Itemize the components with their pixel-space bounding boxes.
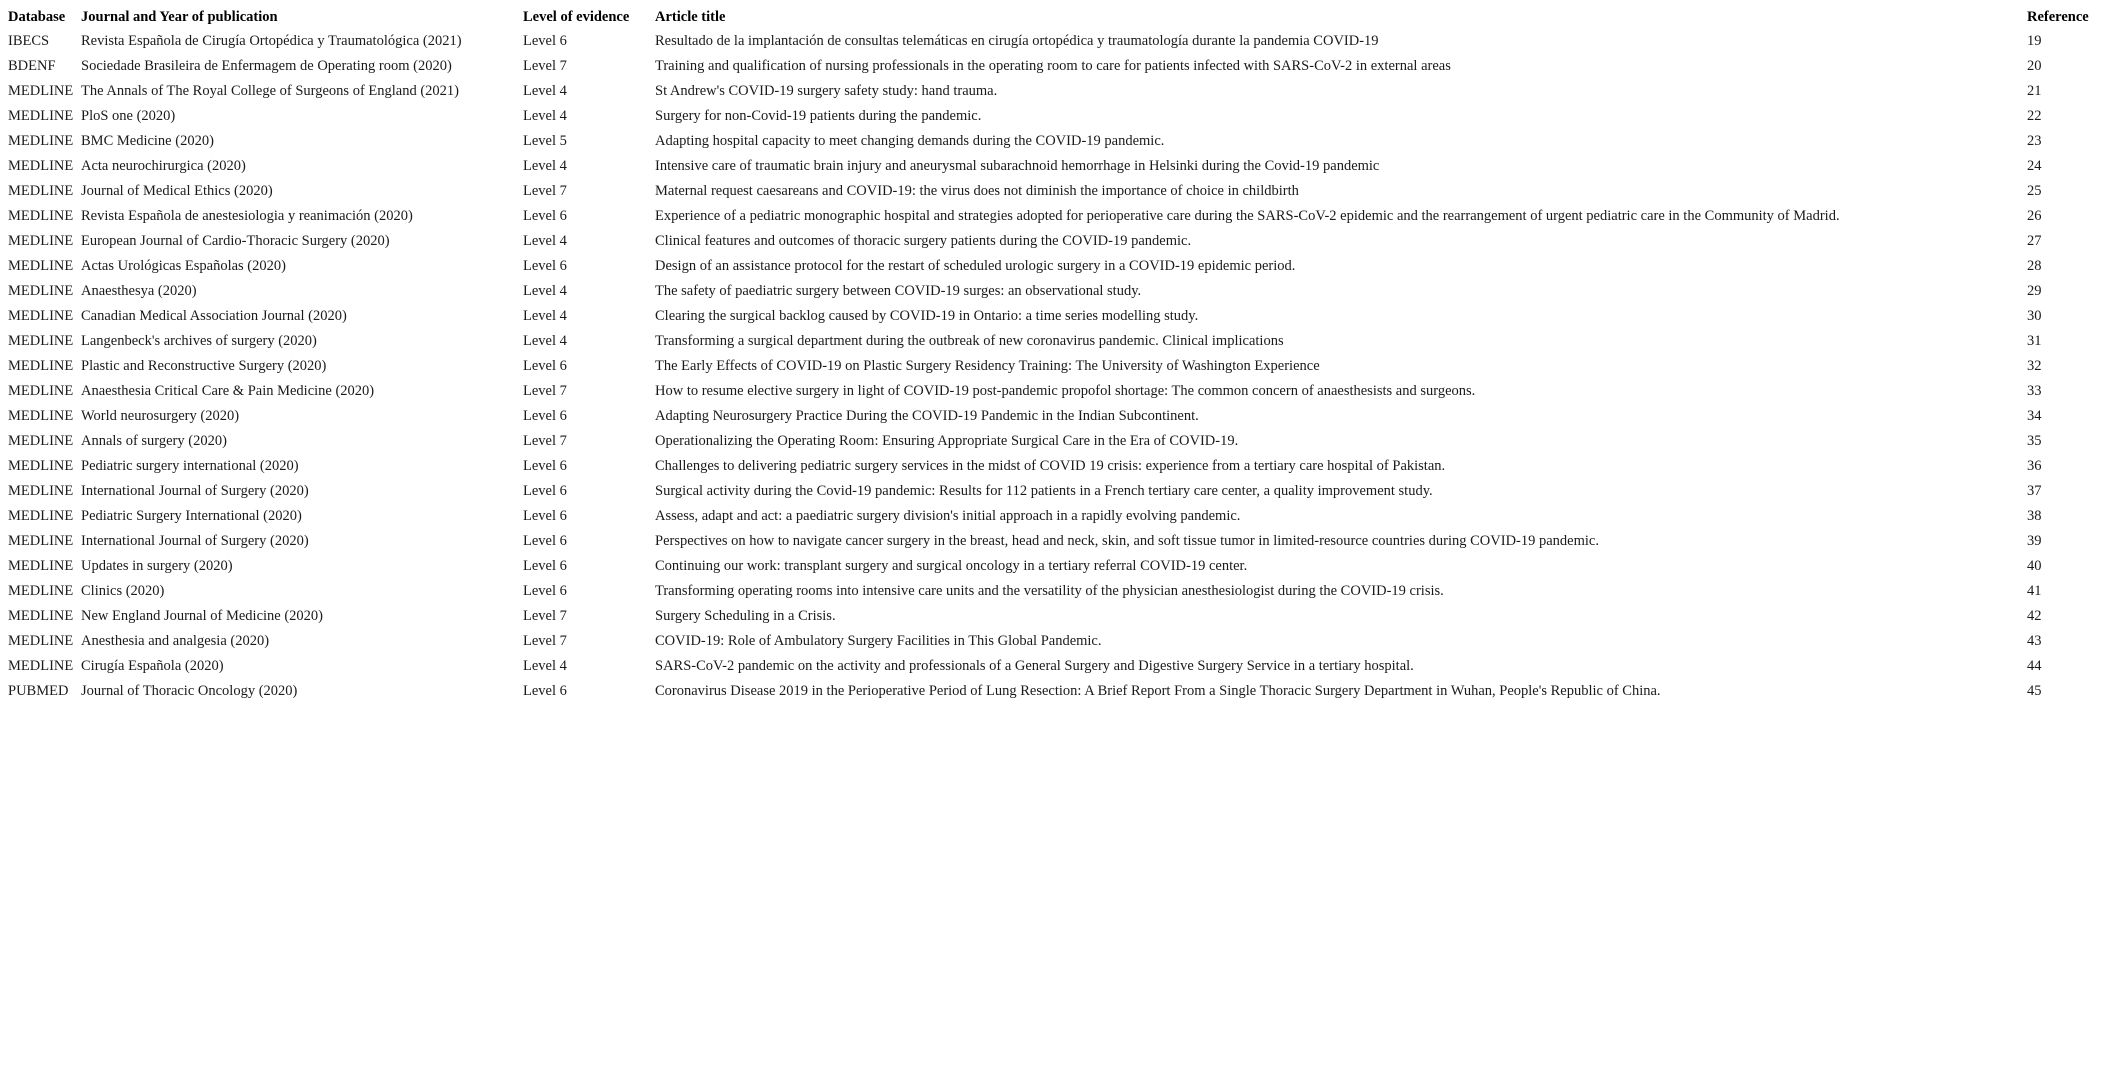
cell-database: BDENF [8, 58, 56, 74]
cell-reference: 24 [2027, 158, 2042, 174]
cell-reference: 29 [2027, 283, 2042, 299]
table-row [5, 379, 2100, 404]
cell-article-title: SARS-CoV-2 pandemic on the activity and professionals of a General Surgery and Digestive Surgery Service in a tertiary hospital. [655, 658, 1414, 674]
cell-journal: Anaesthesya (2020) [81, 283, 197, 299]
cell-reference: 43 [2027, 633, 2042, 649]
cell-level: Level 4 [523, 658, 567, 674]
cell-reference: 20 [2027, 58, 2042, 74]
table-row [5, 604, 2100, 629]
table-row [5, 29, 2100, 54]
cell-reference: 34 [2027, 408, 2042, 424]
table-row [5, 104, 2100, 129]
cell-article-title: The Early Effects of COVID-19 on Plastic Surgery Residency Training: The University of Washington Experience [655, 358, 1320, 374]
cell-reference: 33 [2027, 383, 2042, 399]
table-row [5, 279, 2100, 304]
table-row [5, 129, 2100, 154]
cell-journal: Plastic and Reconstructive Surgery (2020) [81, 358, 327, 374]
cell-article-title: How to resume elective surgery in light of COVID-19 post-pandemic propofol shortage: The common concern of anaesthesists and surgeons. [655, 383, 1476, 399]
cell-reference: 36 [2027, 458, 2042, 474]
header-database: Database [8, 9, 66, 25]
table-row [5, 354, 2100, 379]
cell-article-title: Maternal request caesareans and COVID-19: the virus does not diminish the importance of choice in childbirth [655, 183, 1299, 199]
cell-level: Level 6 [523, 358, 567, 374]
cell-article-title: Clearing the surgical backlog caused by COVID-19 in Ontario: a time series modelling study. [655, 308, 1199, 324]
header-reference: Reference [2027, 9, 2089, 25]
header-journal: Journal and Year of publication [81, 9, 278, 25]
cell-database: MEDLINE [8, 608, 74, 624]
cell-journal: Updates in surgery (2020) [81, 558, 233, 574]
cell-level: Level 6 [523, 208, 567, 224]
cell-database: MEDLINE [8, 208, 74, 224]
table-row [5, 554, 2100, 579]
cell-article-title: Experience of a pediatric monographic hospital and strategies adopted for perioperative care during the SARS-CoV-2 epidemic and the rearrangement of urgent pediatric care in the Community of Madrid. [655, 208, 1840, 224]
cell-journal: European Journal of Cardio-Thoracic Surgery (2020) [81, 233, 390, 249]
cell-reference: 31 [2027, 333, 2042, 349]
cell-database: MEDLINE [8, 133, 74, 149]
cell-reference: 25 [2027, 183, 2042, 199]
cell-level: Level 6 [523, 408, 567, 424]
cell-article-title: Assess, adapt and act: a paediatric surgery division's initial approach in a rapidly evolving pandemic. [655, 508, 1241, 524]
cell-level: Level 6 [523, 683, 567, 699]
cell-level: Level 5 [523, 133, 567, 149]
table-row [5, 504, 2100, 529]
cell-level: Level 6 [523, 508, 567, 524]
cell-level: Level 6 [523, 458, 567, 474]
cell-journal: Clinics (2020) [81, 583, 165, 599]
cell-reference: 32 [2027, 358, 2042, 374]
table-row [5, 654, 2100, 679]
cell-article-title: The safety of paediatric surgery between COVID-19 surges: an observational study. [655, 283, 1142, 299]
table-row [5, 529, 2100, 554]
cell-journal: Revista Española de anestesiologia y reanimación (2020) [81, 208, 413, 224]
cell-journal: Anesthesia and analgesia (2020) [81, 633, 270, 649]
cell-article-title: Transforming a surgical department during the outbreak of new coronavirus pandemic. Clinical implications [655, 333, 1284, 349]
cell-journal: World neurosurgery (2020) [81, 408, 240, 424]
cell-reference: 37 [2027, 483, 2042, 499]
cell-database: MEDLINE [8, 258, 74, 274]
cell-reference: 30 [2027, 308, 2042, 324]
table-row [5, 579, 2100, 604]
table-row [5, 429, 2100, 454]
cell-article-title: Surgery for non-Covid-19 patients during the pandemic. [655, 108, 982, 124]
cell-article-title: Resultado de la implantación de consultas telemáticas en cirugía ortopédica y traumatología durante la pandemia COVID-19 [655, 33, 1379, 49]
cell-database: MEDLINE [8, 558, 74, 574]
cell-journal: Canadian Medical Association Journal (2020) [81, 308, 347, 324]
cell-reference: 40 [2027, 558, 2042, 574]
cell-database: MEDLINE [8, 583, 74, 599]
cell-article-title: Continuing our work: transplant surgery and surgical oncology in a tertiary referral COVID-19 center. [655, 558, 1248, 574]
cell-reference: 27 [2027, 233, 2042, 249]
cell-journal: International Journal of Surgery (2020) [81, 533, 309, 549]
table-row [5, 229, 2100, 254]
cell-journal: Acta neurochirurgica (2020) [81, 158, 246, 174]
cell-article-title: Clinical features and outcomes of thoracic surgery patients during the COVID-19 pandemic. [655, 233, 1192, 249]
table-row [5, 629, 2100, 654]
cell-journal: The Annals of The Royal College of Surgeons of England (2021) [81, 83, 460, 99]
cell-database: MEDLINE [8, 233, 74, 249]
cell-reference: 35 [2027, 433, 2042, 449]
cell-reference: 23 [2027, 133, 2042, 149]
studies-table [5, 5, 2100, 704]
cell-level: Level 7 [523, 383, 567, 399]
table-row [5, 79, 2100, 104]
cell-journal: Pediatric surgery international (2020) [81, 458, 299, 474]
cell-database: MEDLINE [8, 633, 74, 649]
cell-level: Level 7 [523, 608, 567, 624]
table-body [5, 29, 2100, 704]
cell-database: MEDLINE [8, 508, 74, 524]
cell-database: MEDLINE [8, 358, 74, 374]
table-row [5, 404, 2100, 429]
table-row [5, 679, 2100, 704]
cell-reference: 44 [2027, 658, 2042, 674]
cell-reference: 19 [2027, 33, 2042, 49]
cell-journal: Cirugía Española (2020) [81, 658, 224, 674]
cell-journal: Revista Española de Cirugía Ortopédica y Traumatológica (2021) [81, 33, 462, 49]
cell-article-title: Perspectives on how to navigate cancer surgery in the breast, head and neck, skin, and soft tissue tumor in limited-resource countries during COVID-19 pandemic. [655, 533, 1599, 549]
table-row [5, 154, 2100, 179]
cell-journal: PloS one (2020) [81, 108, 176, 124]
cell-journal: Pediatric Surgery International (2020) [81, 508, 302, 524]
header-article-title: Article title [655, 9, 726, 25]
cell-level: Level 4 [523, 283, 567, 299]
table-row [5, 179, 2100, 204]
cell-database: MEDLINE [8, 83, 74, 99]
table-row [5, 204, 2100, 229]
cell-level: Level 4 [523, 108, 567, 124]
cell-database: PUBMED [8, 683, 69, 699]
cell-article-title: Surgical activity during the Covid-19 pandemic: Results for 112 patients in a French tertiary care center, a quality improvement study. [655, 483, 1433, 499]
table-row [5, 54, 2100, 79]
cell-database: MEDLINE [8, 383, 74, 399]
cell-journal: Actas Urológicas Españolas (2020) [81, 258, 286, 274]
table-row [5, 329, 2100, 354]
cell-level: Level 7 [523, 633, 567, 649]
cell-database: MEDLINE [8, 658, 74, 674]
cell-article-title: Training and qualification of nursing professionals in the operating room to care for patients infected with SARS-CoV-2 in external areas [655, 58, 1451, 74]
cell-article-title: Intensive care of traumatic brain injury and aneurysmal subarachnoid hemorrhage in Helsinki during the Covid-19 pandemic [655, 158, 1380, 174]
cell-level: Level 4 [523, 333, 567, 349]
cell-reference: 38 [2027, 508, 2042, 524]
cell-article-title: Adapting hospital capacity to meet changing demands during the COVID-19 pandemic. [655, 133, 1165, 149]
cell-reference: 42 [2027, 608, 2042, 624]
cell-database: MEDLINE [8, 458, 74, 474]
table-row [5, 479, 2100, 504]
cell-level: Level 6 [523, 483, 567, 499]
cell-article-title: Coronavirus Disease 2019 in the Perioperative Period of Lung Resection: A Brief Report From a Single Thoracic Surgery Department in Wuhan, People's Republic of China. [655, 683, 1661, 699]
cell-reference: 41 [2027, 583, 2042, 599]
cell-level: Level 4 [523, 158, 567, 174]
cell-article-title: Operationalizing the Operating Room: Ensuring Appropriate Surgical Care in the Era of COVID-19. [655, 433, 1239, 449]
cell-reference: 28 [2027, 258, 2042, 274]
cell-level: Level 6 [523, 258, 567, 274]
cell-article-title: Adapting Neurosurgery Practice During the COVID-19 Pandemic in the Indian Subcontinent. [655, 408, 1199, 424]
cell-reference: 22 [2027, 108, 2042, 124]
cell-reference: 45 [2027, 683, 2042, 699]
cell-database: MEDLINE [8, 308, 74, 324]
cell-level: Level 4 [523, 83, 567, 99]
table-row [5, 454, 2100, 479]
cell-article-title: Design of an assistance protocol for the restart of scheduled urologic surgery in a COVID-19 epidemic period. [655, 258, 1296, 274]
cell-journal: Journal of Thoracic Oncology (2020) [81, 683, 298, 699]
cell-journal: Annals of surgery (2020) [81, 433, 227, 449]
cell-article-title: Challenges to delivering pediatric surgery services in the midst of COVID 19 crisis: experience from a tertiary care hospital of Pakistan. [655, 458, 1446, 474]
cell-database: MEDLINE [8, 158, 74, 174]
cell-database: MEDLINE [8, 283, 74, 299]
cell-journal: Journal of Medical Ethics (2020) [81, 183, 273, 199]
cell-journal: Anaesthesia Critical Care & Pain Medicine (2020) [81, 383, 375, 399]
cell-level: Level 7 [523, 183, 567, 199]
cell-database: MEDLINE [8, 408, 74, 424]
cell-journal: International Journal of Surgery (2020) [81, 483, 309, 499]
cell-level: Level 7 [523, 58, 567, 74]
table-row [5, 304, 2100, 329]
cell-level: Level 7 [523, 433, 567, 449]
cell-journal: New England Journal of Medicine (2020) [81, 608, 324, 624]
cell-journal: Sociedade Brasileira de Enfermagem de Operating room (2020) [81, 58, 452, 74]
cell-article-title: COVID-19: Role of Ambulatory Surgery Facilities in This Global Pandemic. [655, 633, 1102, 649]
cell-reference: 21 [2027, 83, 2042, 99]
cell-article-title: Surgery Scheduling in a Crisis. [655, 608, 836, 624]
cell-reference: 39 [2027, 533, 2042, 549]
header-level: Level of evidence [523, 9, 630, 25]
cell-database: IBECS [8, 33, 50, 49]
cell-database: MEDLINE [8, 433, 74, 449]
cell-level: Level 6 [523, 33, 567, 49]
cell-article-title: Transforming operating rooms into intensive care units and the versatility of the physician anesthesiologist during the COVID-19 crisis. [655, 583, 1444, 599]
cell-database: MEDLINE [8, 183, 74, 199]
cell-reference: 26 [2027, 208, 2042, 224]
cell-database: MEDLINE [8, 483, 74, 499]
cell-level: Level 6 [523, 533, 567, 549]
cell-database: MEDLINE [8, 333, 74, 349]
table-row [5, 254, 2100, 279]
cell-database: MEDLINE [8, 533, 74, 549]
cell-level: Level 4 [523, 308, 567, 324]
cell-database: MEDLINE [8, 108, 74, 124]
cell-level: Level 4 [523, 233, 567, 249]
cell-article-title: St Andrew's COVID-19 surgery safety study: hand trauma. [655, 83, 998, 99]
table-header-row [5, 5, 2100, 29]
cell-journal: BMC Medicine (2020) [81, 133, 214, 149]
cell-level: Level 6 [523, 558, 567, 574]
cell-level: Level 6 [523, 583, 567, 599]
cell-journal: Langenbeck's archives of surgery (2020) [81, 333, 317, 349]
